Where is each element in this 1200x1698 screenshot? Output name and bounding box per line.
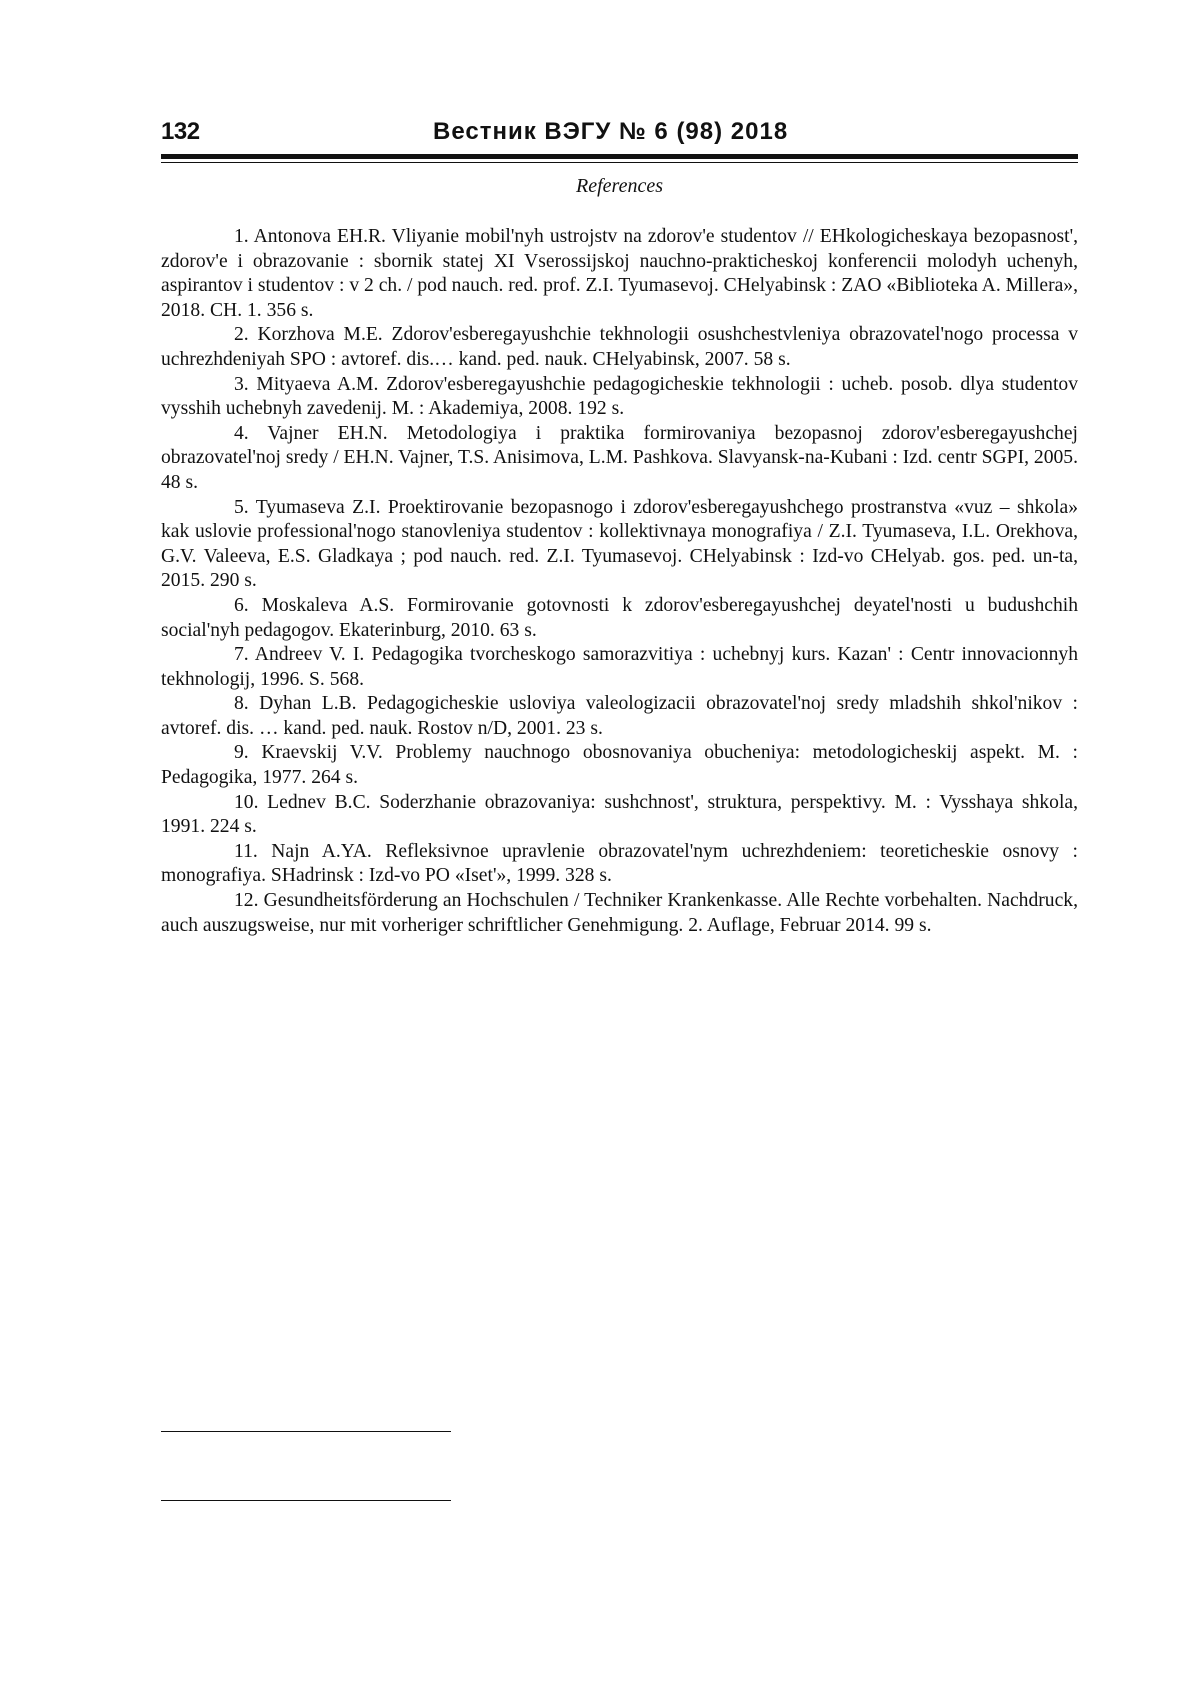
- journal-title: Вестник ВЭГУ № 6 (98) 2018: [433, 118, 789, 145]
- reference-item: 12. Gesundheitsförderung an Hochschulen / Techniker Krankenkasse. Alle Rechte vorbehalten. Nachdruck, auch auszugsweise, nur mit vorheriger schriftlicher Genehmigung. 2. Auflage, Februar 2014. 99 s.: [161, 890, 1078, 936]
- footnote-separator: [161, 1500, 451, 1501]
- footnote-separator: [161, 1431, 451, 1432]
- header-rule-thin: [161, 162, 1078, 163]
- references-heading: References: [576, 175, 663, 197]
- reference-item: 10. Lednev B.C. Soderzhanie obrazovaniya: sushchnost', struktura, perspektivy. M. : Vysshaya shkola, 1991. 224 s.: [161, 791, 1078, 838]
- reference-item: 7. Andreev V. I. Pedagogika tvorcheskogo samorazvitiya : uchebnyj kurs. Kazan' : Centr innovacionnyh tekhnologij, 1996. S. 568.: [161, 644, 1078, 690]
- reference-item: 4. Vajner EH.N. Metodologiya i praktika formirovaniya bezopasnoj zdorov'esberegayushchej obrazovatel'noj sredy / EH.N. Vajner, T.S. Anisimova, L.M. Pashkova. Slavyansk-na-Kubani : Izd. centr SGPI, 2005. 48 s.: [161, 422, 1078, 493]
- reference-item: 1. Antonova EH.R. Vliyanie mobil'nyh ustrojstv na zdorov'e studentov // EHkologicheskaya bezopasnost', zdorov'e i obrazovanie : sbornik statej XI Vserossijskoj nauchno-prakticheskoj konferencii molodyh uchenyh, aspirantov i studentov : v 2 ch. / pod nauch. red. prof. Z.I. Tyumasevoj. CHelyabinsk : ZAO «Biblioteka A. Millera», 2018. CH. 1. 356 s.: [161, 226, 1078, 321]
- reference-item: 11. Najn A.YA. Refleksivnoe upravlenie obrazovatel'nym uchrezhdeniem: teoreticheskie osnovy : monografiya. SHadrinsk : Izd-vo PO «Iset'», 1999. 328 s.: [161, 840, 1078, 887]
- reference-item: 2. Korzhova M.E. Zdorov'esberegayushchie tekhnologii osushchestvleniya obrazovatel'nogo processa v uchrezhdeniyah SPO : avtoref. dis.… kand. ped. nauk. CHelyabinsk, 2007. 58 s.: [161, 324, 1078, 370]
- running-header: [161, 118, 1078, 148]
- reference-list: [161, 225, 1078, 938]
- header-rule-thick: [161, 154, 1078, 159]
- reference-item: 8. Dyhan L.B. Pedagogicheskie usloviya valeologizacii obrazovatel'noj sredy mladshih shkol'nikov : avtoref. dis. … kand. ped. nauk. Rostov n/D, 2001. 23 s.: [161, 693, 1078, 739]
- page-number: 132: [161, 118, 200, 145]
- reference-item: 5. Tyumaseva Z.I. Proektirovanie bezopasnogo i zdorov'esberegayushchego prostranstva «vuz – shkola» kak uslovie professional'nogo stanovleniya studentov : kollektivnaya monografiya / Z.I. Tyumaseva, I.L. Orekhova, G.V. Valeeva, E.S. Gladkaya ; pod nauch. red. Z.I. Tyumasevoj. CHelyabinsk : Izd-vo CHelyab. gos. ped. un-ta, 2015. 290 s.: [161, 496, 1078, 592]
- reference-item: 9. Kraevskij V.V. Problemy nauchnogo obosnovaniya obucheniya: metodologicheskij aspekt. M. : Pedagogika, 1977. 264 s.: [161, 742, 1078, 789]
- reference-item: 3. Mityaeva A.M. Zdorov'esberegayushchie pedagogicheskie tekhnologii : ucheb. posob. dlya studentov vysshih uchebnyh zavedenij. M. : Akademiya, 2008. 192 s.: [161, 373, 1078, 420]
- reference-item: 6. Moskaleva A.S. Formirovanie gotovnosti k zdorov'esberegayushchej deyatel'nosti u budushchih social'nyh pedagogov. Ekaterinburg, 2010. 63 s.: [161, 594, 1078, 641]
